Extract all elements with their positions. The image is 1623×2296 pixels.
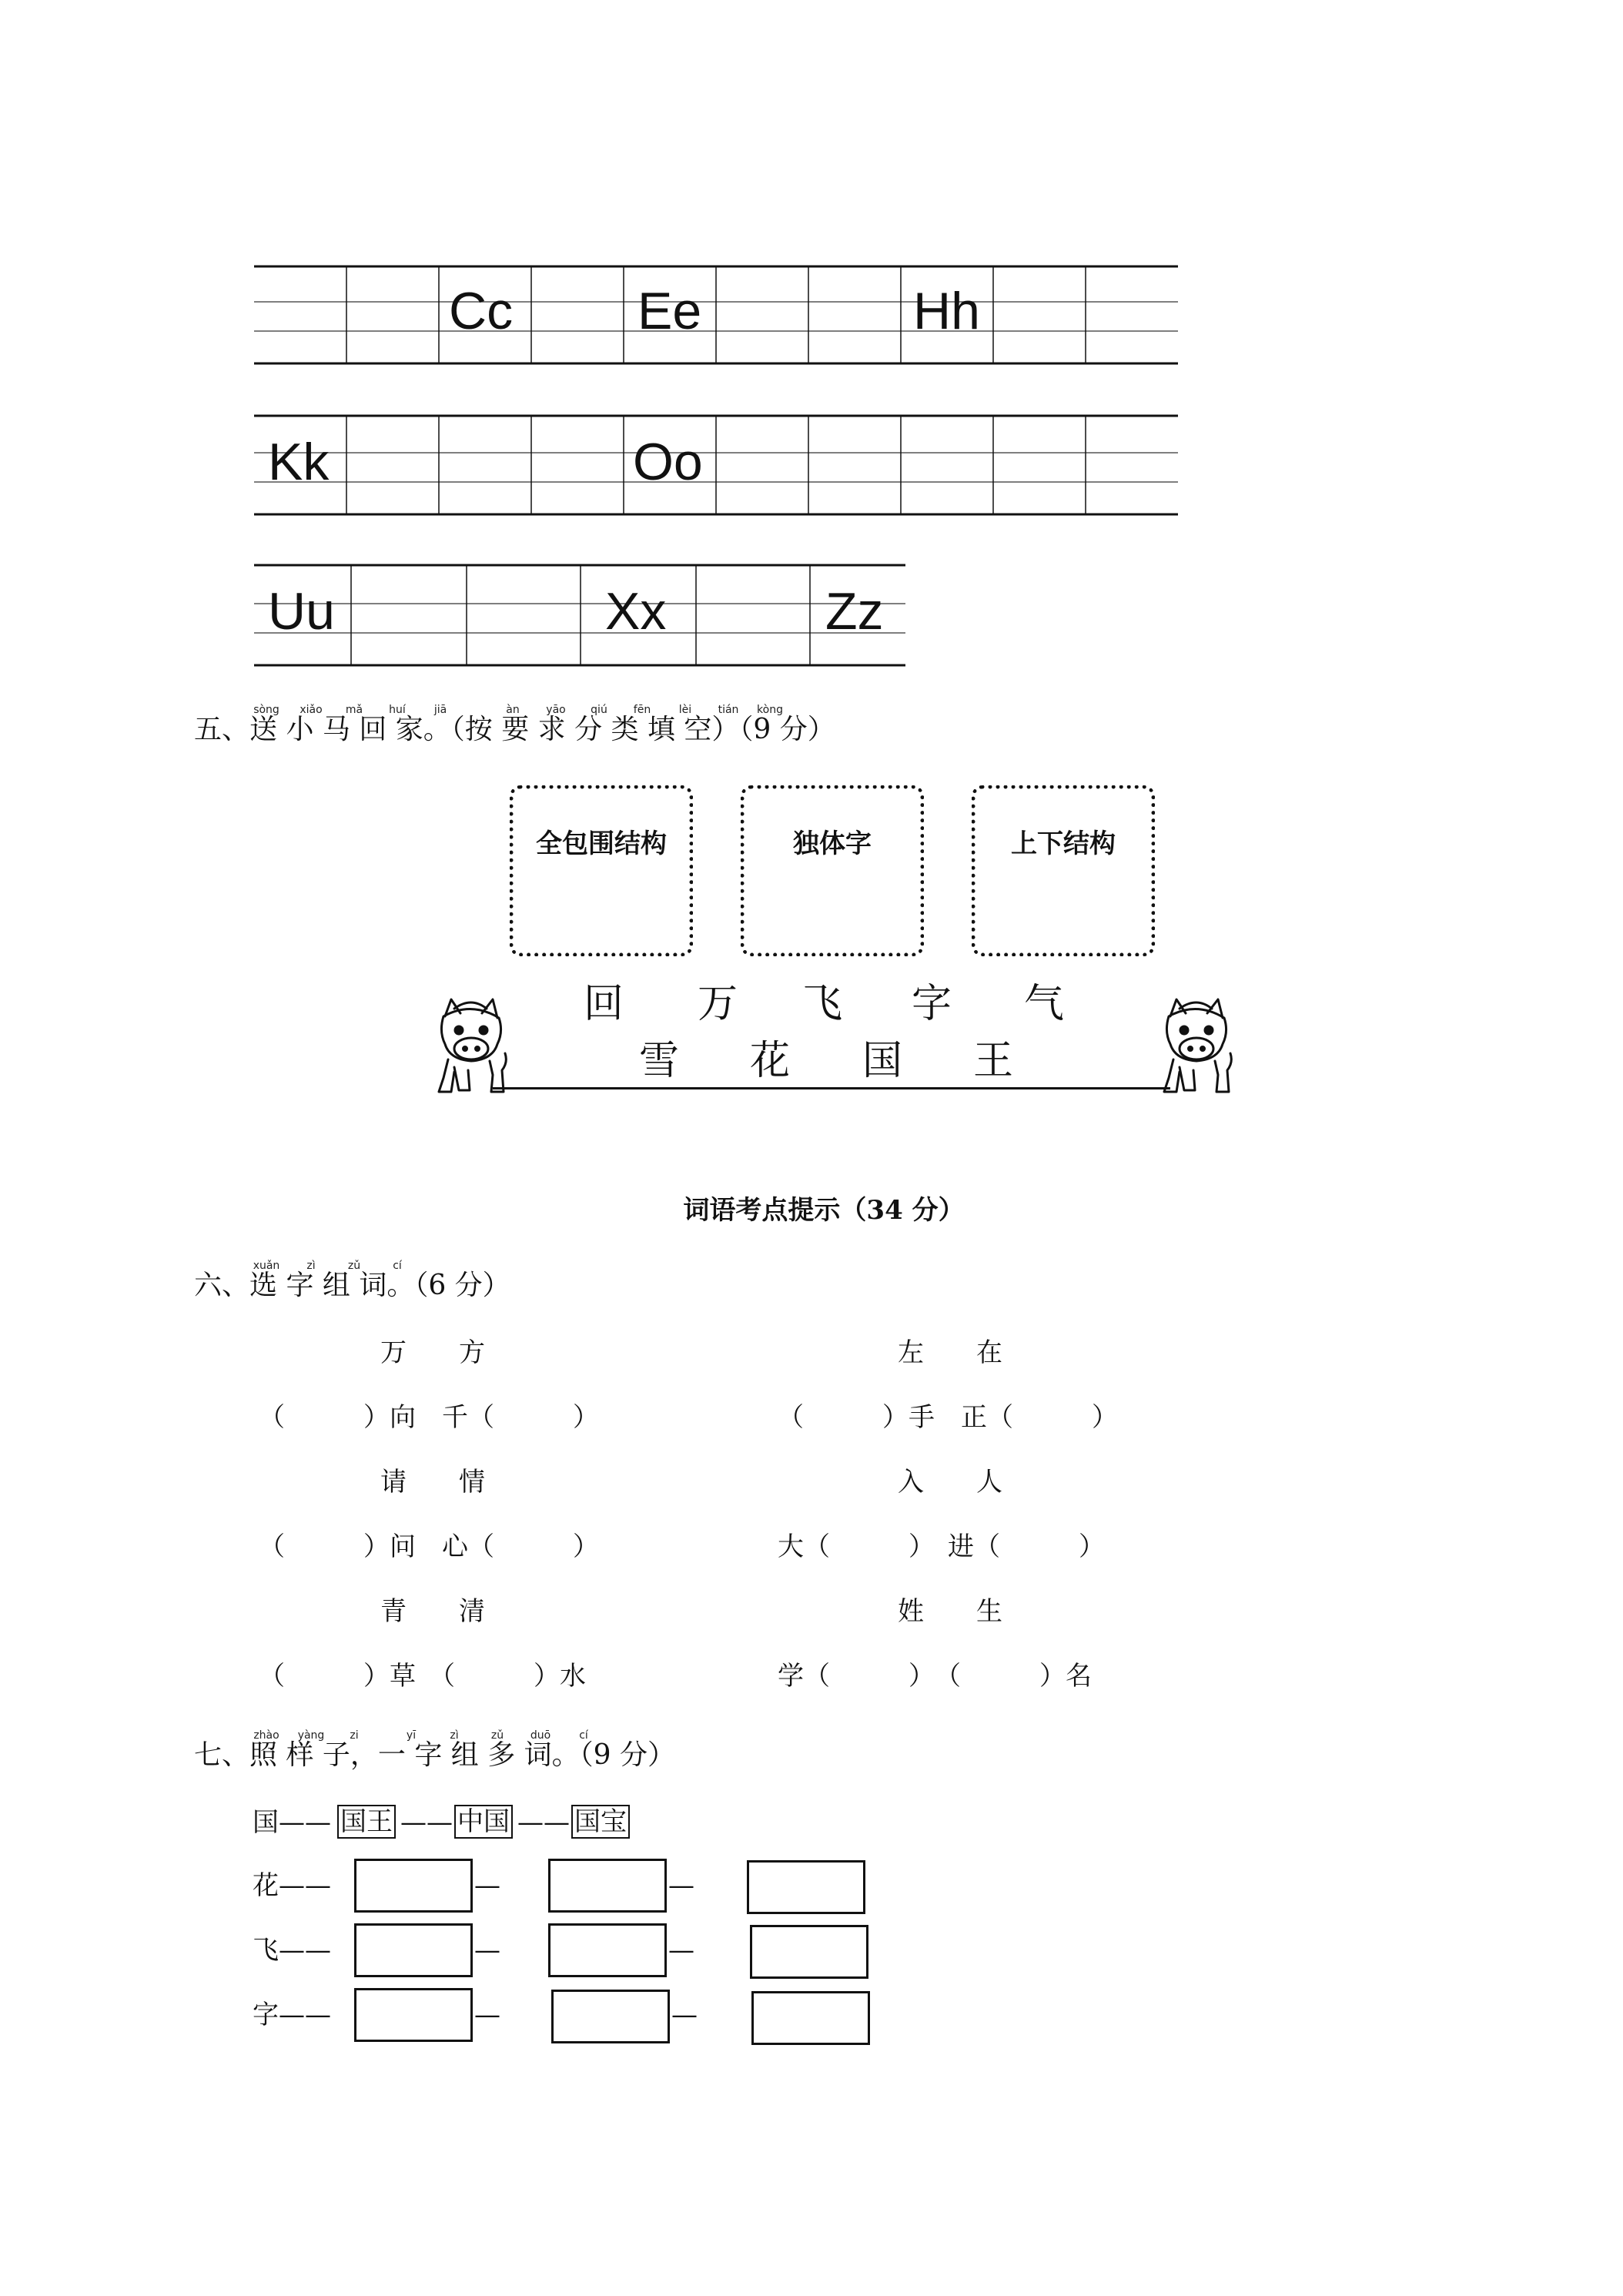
sort-char: 气 [1023, 981, 1065, 1027]
word-answer-box[interactable] [548, 1859, 667, 1913]
word-answer-box[interactable] [551, 1990, 670, 2043]
word-answer-box[interactable] [750, 1925, 868, 1979]
question-6-title: 六、选 字 组 词。（6 分） [194, 1270, 510, 1301]
example-word-box: 中国 [454, 1805, 513, 1839]
example-dash: —— [517, 1807, 570, 1838]
question-7-title: 七、照 样 子，一 字 组 多 词。（9 分） [194, 1739, 676, 1771]
pinyin: sòng [253, 704, 279, 716]
choice-pair: 左 在 [898, 1337, 1002, 1368]
sort-char: 万 [697, 981, 738, 1027]
letter-writing-grid-1 [254, 265, 1178, 365]
fill-line[interactable]: （ ）草 （ ）水 [259, 1661, 586, 1692]
pony-icon [428, 993, 514, 1095]
sort-char: 字 [911, 981, 952, 1027]
category-box-single[interactable] [741, 785, 924, 956]
pinyin: zǔ [347, 1260, 361, 1272]
four-line-grid [254, 564, 905, 667]
letter-zz: Zz [825, 582, 884, 641]
sort-char: 王 [972, 1038, 1014, 1084]
letter-writing-grid-3 [254, 564, 905, 667]
sort-char: 花 [749, 1038, 791, 1084]
four-line-grid [254, 414, 1178, 516]
example-char: 国—— [253, 1807, 331, 1838]
pinyin: zǔ [490, 1729, 504, 1742]
fill-line[interactable]: （ ）手 正（ ） [778, 1402, 1118, 1433]
row-dash: — [474, 1870, 500, 1901]
word-answer-box[interactable] [751, 1991, 870, 2045]
sort-char: 国 [862, 1038, 903, 1084]
pinyin: xuǎn [253, 1260, 280, 1272]
pinyin: mǎ [345, 704, 363, 716]
question-5-title: 五、送 小 马 回 家。（按 要 求 分 类 填 空）（9 分） [194, 714, 835, 745]
row-char: 花—— [253, 1870, 331, 1901]
word-answer-box[interactable] [354, 1859, 473, 1913]
choice-pair: 姓 生 [898, 1596, 1002, 1627]
category-label: 上下结构 [1011, 828, 1116, 859]
letter-hh: Hh [913, 282, 980, 340]
pinyin: lèi [678, 704, 692, 716]
row-dash: — [474, 1935, 500, 1966]
word-answer-box[interactable] [354, 1923, 473, 1977]
word-answer-box[interactable] [747, 1860, 865, 1914]
choice-pair: 请 情 [380, 1467, 485, 1498]
category-label: 全包围结构 [536, 828, 667, 859]
letter-oo: Oo [633, 433, 703, 491]
pinyin: àn [506, 704, 520, 716]
example-word-box: 国王 [337, 1805, 396, 1839]
pinyin: zì [306, 1260, 316, 1272]
fill-line[interactable]: （ ）问 心（ ） [259, 1531, 599, 1562]
example-dash: —— [400, 1807, 453, 1838]
pinyin: zi [350, 1729, 359, 1742]
pinyin: jiā [433, 704, 447, 716]
pinyin: cí [393, 1260, 402, 1272]
choice-pair: 万 方 [380, 1337, 485, 1368]
example-word-box: 国宝 [571, 1805, 630, 1839]
pinyin: fēn [633, 704, 651, 716]
pinyin: yī [406, 1729, 417, 1742]
row-dash: — [474, 2000, 500, 2030]
pony-icon [1153, 993, 1240, 1095]
pinyin: xiǎo [300, 704, 323, 716]
letter-kk: Kk [268, 433, 330, 491]
row-char: 字—— [253, 2000, 331, 2030]
row-dash: — [668, 1935, 694, 1966]
category-box-top-bottom[interactable] [972, 785, 1155, 956]
row-dash: — [668, 1870, 694, 1901]
pinyin: cí [579, 1729, 588, 1742]
choice-pair: 入 人 [898, 1467, 1002, 1498]
sort-char: 回 [583, 981, 624, 1027]
fill-line[interactable]: 大（ ） 进（ ） [778, 1531, 1105, 1562]
pinyin: tián [718, 704, 739, 716]
sort-char: 雪 [638, 1038, 680, 1084]
letter-xx: Xx [605, 582, 667, 641]
pinyin: zhào [253, 1729, 279, 1742]
choice-pair: 青 清 [380, 1596, 485, 1627]
pinyin: huí [389, 704, 406, 716]
pinyin: yāo [546, 704, 566, 716]
section-title: 词语考点提示（34 分） [683, 1195, 965, 1226]
fill-line[interactable]: （ ）向 千（ ） [259, 1402, 599, 1433]
word-answer-box[interactable] [548, 1923, 667, 1977]
row-dash: — [671, 2000, 698, 2030]
category-label: 独体字 [793, 828, 872, 859]
pony-path-line [493, 1087, 1170, 1089]
letter-ee: Ee [637, 282, 702, 340]
sort-char: 飞 [801, 981, 843, 1027]
pinyin: qiú [591, 704, 607, 716]
four-line-grid [254, 265, 1178, 365]
category-box-enclosed[interactable] [510, 785, 693, 956]
letter-cc: Cc [449, 282, 514, 340]
word-answer-box[interactable] [354, 1988, 473, 2042]
letter-uu: Uu [268, 582, 335, 641]
fill-line[interactable]: 学（ ） （ ）名 [778, 1661, 1092, 1692]
pinyin: duō [530, 1729, 551, 1742]
letter-writing-grid-2 [254, 414, 1178, 516]
pinyin: kòng [757, 704, 783, 716]
pinyin: zì [450, 1729, 459, 1742]
row-char: 飞—— [253, 1935, 331, 1966]
pinyin: yàng [297, 1729, 325, 1742]
